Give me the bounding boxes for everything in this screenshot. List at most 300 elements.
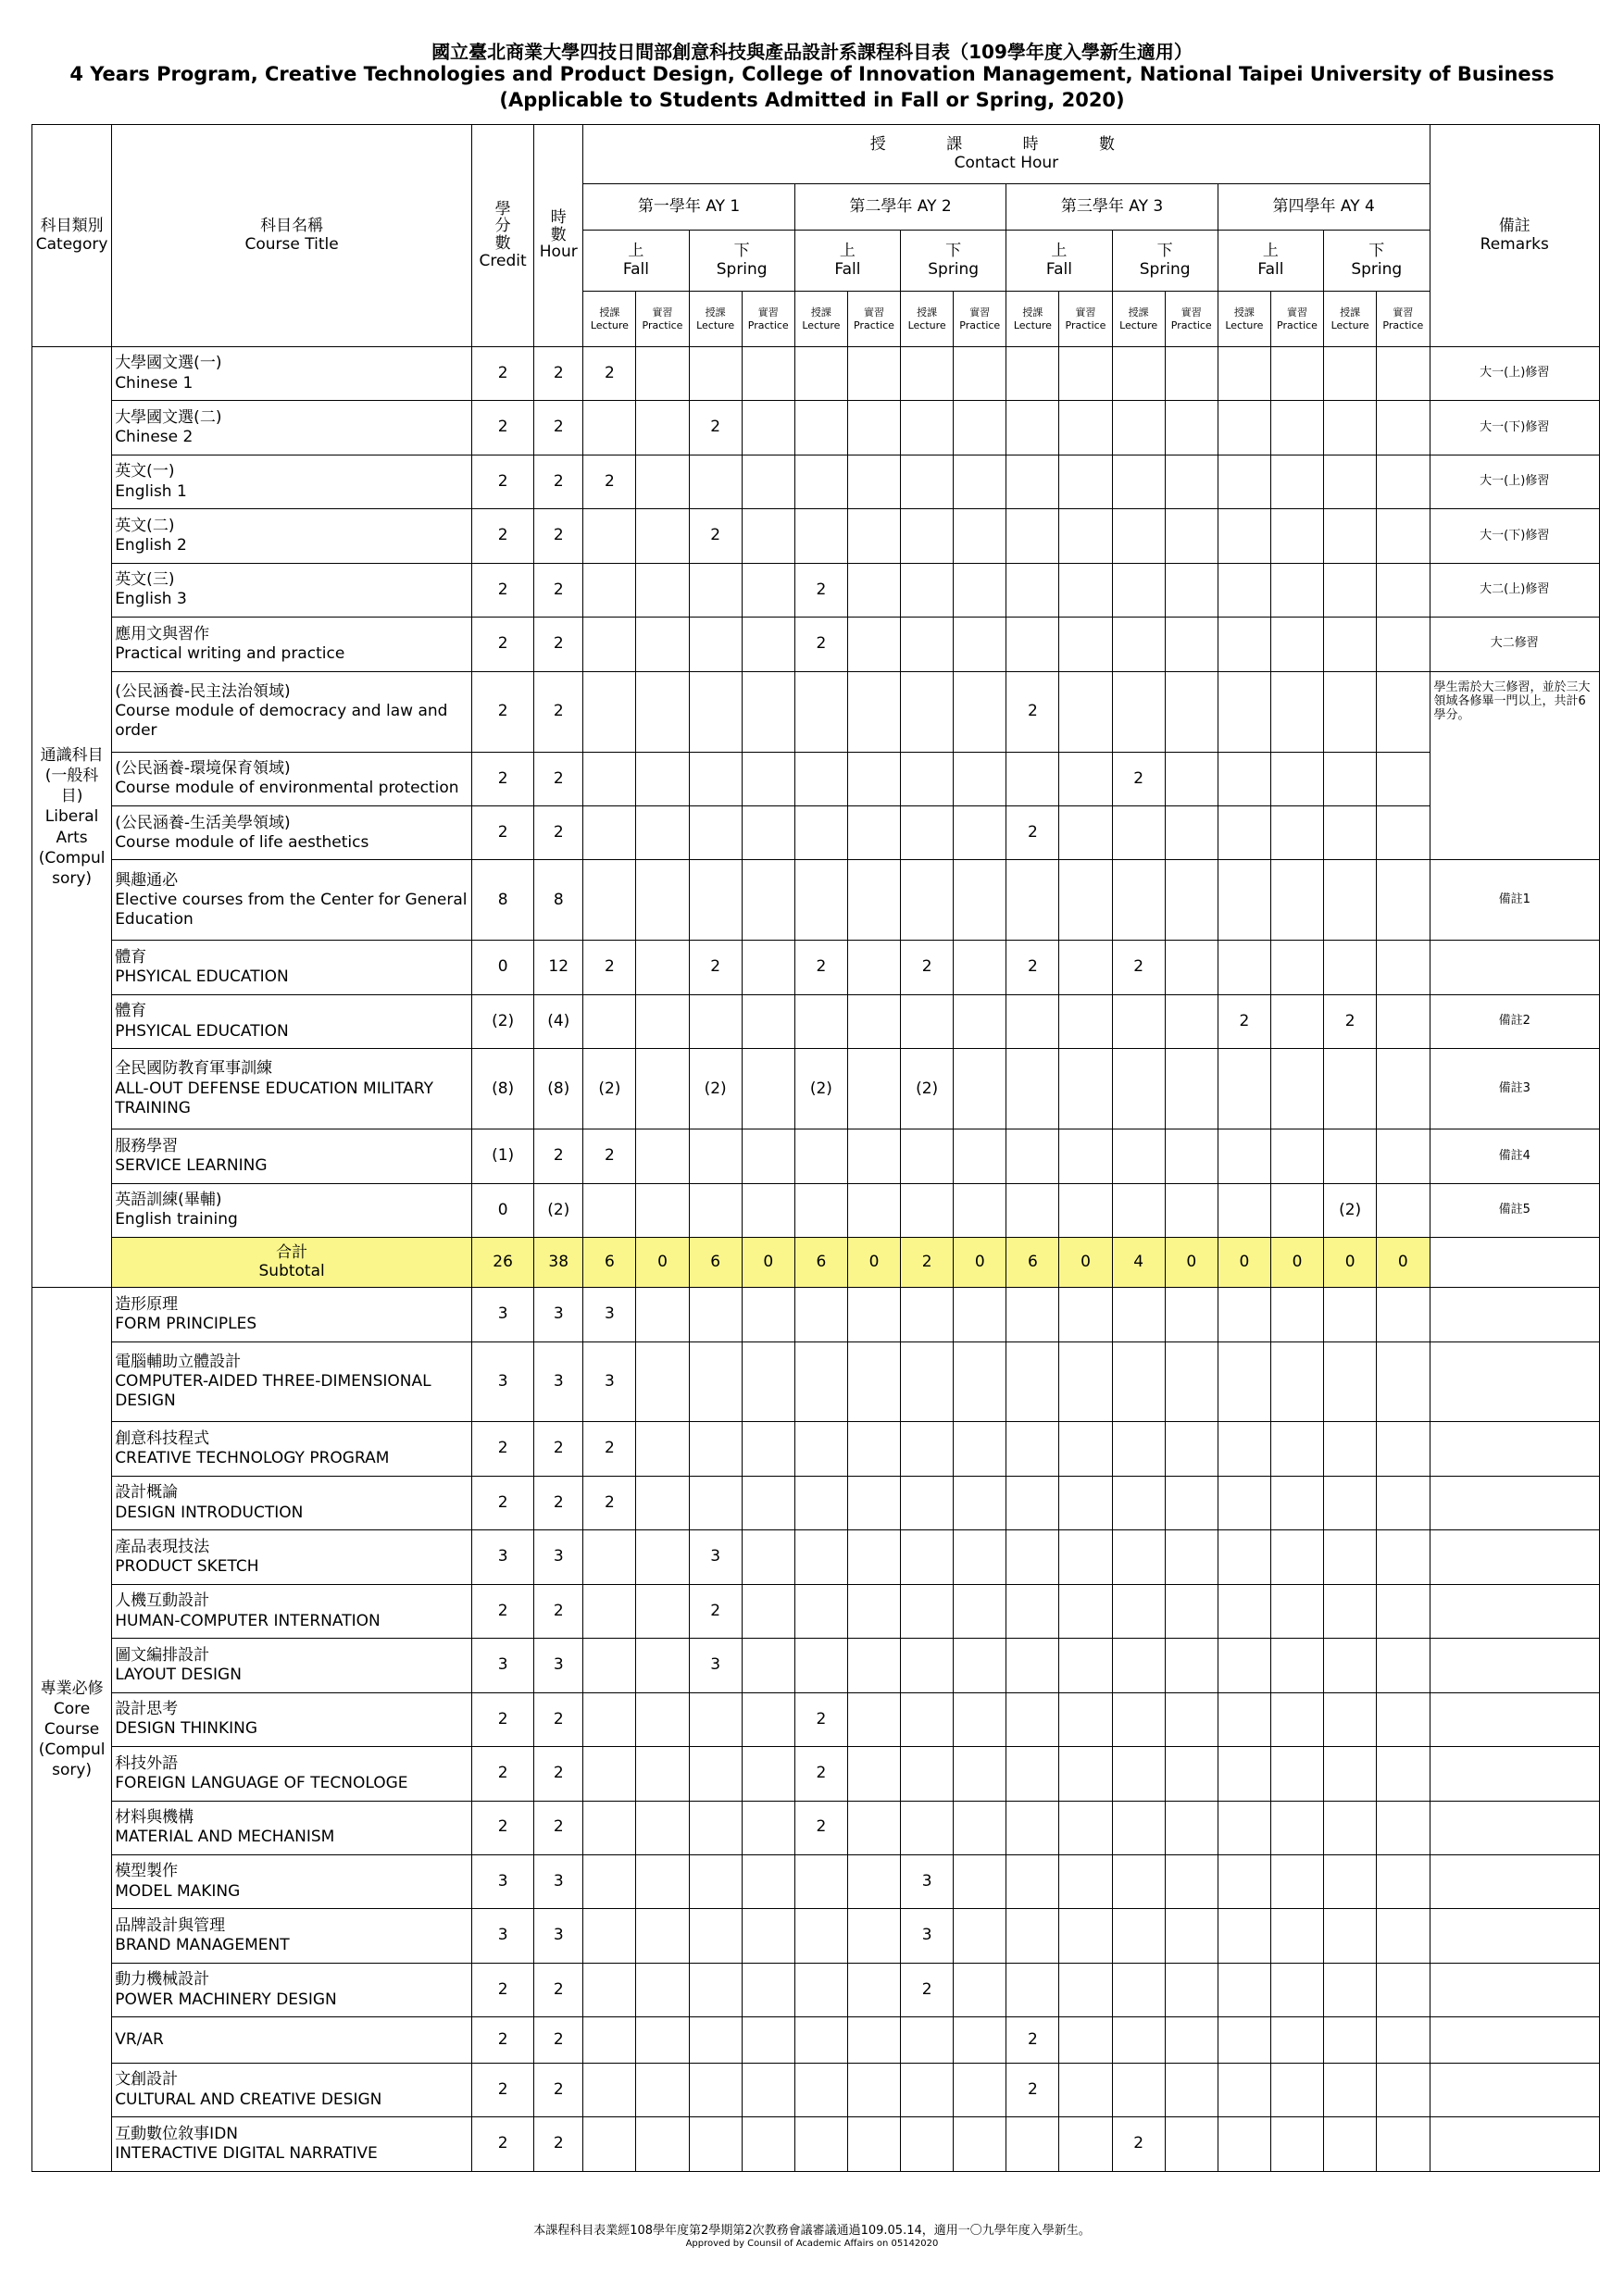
contact-hour-cell xyxy=(1270,994,1323,1048)
remark-cell: 大二(上)修習 xyxy=(1430,563,1599,617)
contact-hour-cell xyxy=(583,994,636,1048)
contact-hour-cell xyxy=(1006,1049,1059,1129)
contact-hour-cell xyxy=(689,618,742,671)
contact-hour-cell xyxy=(1165,752,1218,805)
subtotal-hour: 38 xyxy=(534,1238,583,1288)
hour-value: 2 xyxy=(534,1801,583,1854)
hour-value: 2 xyxy=(534,1963,583,2016)
contact-hour-cell xyxy=(1270,1692,1323,1746)
contact-hour-cell: 2 xyxy=(1112,752,1165,805)
contact-hour-cell xyxy=(1165,1476,1218,1529)
contact-hour-cell xyxy=(1377,1288,1430,1341)
subtotal-row xyxy=(32,1238,1600,1288)
hour-value: 2 xyxy=(534,347,583,401)
contact-hour-cell xyxy=(583,860,636,941)
contact-hour-cell xyxy=(1324,2117,1377,2172)
contact-hour-cell xyxy=(1377,563,1430,617)
contact-hour-cell xyxy=(1059,1692,1112,1746)
contact-hour-cell xyxy=(1324,1639,1377,1692)
contact-hour-cell xyxy=(636,1341,689,1422)
remark-cell: 大一(上)修習 xyxy=(1430,347,1599,401)
contact-hour-cell xyxy=(847,1963,900,2016)
hour-value: (2) xyxy=(534,1183,583,1237)
contact-hour-cell xyxy=(1377,941,1430,994)
hour-value: 3 xyxy=(534,1288,583,1341)
contact-hour-cell xyxy=(1218,1183,1270,1237)
contact-hour-cell: 2 xyxy=(583,455,636,508)
contact-hour-cell: 2 xyxy=(1006,2064,1059,2117)
contact-hour-cell: 2 xyxy=(1006,941,1059,994)
contact-hour-cell xyxy=(1006,1692,1059,1746)
hour-value: 2 xyxy=(534,806,583,860)
contact-hour-cell xyxy=(1165,994,1218,1048)
hour-value: 3 xyxy=(534,1639,583,1692)
contact-hour-cell xyxy=(901,671,954,752)
remark-cell xyxy=(1430,1639,1599,1692)
table-row xyxy=(32,1854,1600,1908)
contact-hour-cell xyxy=(1006,1909,1059,1963)
contact-hour-cell xyxy=(954,1422,1006,1476)
contact-hour-cell xyxy=(636,941,689,994)
contact-hour-cell xyxy=(954,347,1006,401)
contact-hour-cell xyxy=(1218,509,1270,563)
table-row xyxy=(32,1692,1600,1746)
credit-value: 2 xyxy=(472,671,534,752)
contact-hour-cell xyxy=(847,1183,900,1237)
contact-hour-cell xyxy=(1324,1288,1377,1341)
contact-hour-cell xyxy=(742,1909,794,1963)
contact-hour-cell xyxy=(1165,1341,1218,1422)
credit-value: 2 xyxy=(472,1801,534,1854)
contact-hour-cell xyxy=(1006,1854,1059,1908)
contact-hour-cell xyxy=(901,1422,954,1476)
contact-hour-cell xyxy=(1377,1963,1430,2016)
hour-value: 8 xyxy=(534,860,583,941)
contact-hour-cell xyxy=(1165,347,1218,401)
contact-hour-cell xyxy=(636,1129,689,1183)
remark-cell xyxy=(1430,1909,1599,1963)
contact-hour-cell xyxy=(1270,1801,1323,1854)
contact-hour-cell: 2 xyxy=(794,1692,847,1746)
contact-hour-cell xyxy=(1165,2064,1218,2117)
contact-hour-cell: 2 xyxy=(794,563,847,617)
contact-hour-cell: 2 xyxy=(689,401,742,455)
contact-hour-cell xyxy=(1059,455,1112,508)
contact-hour-cell xyxy=(1218,347,1270,401)
subtotal-hour-cell: 4 xyxy=(1112,1238,1165,1288)
contact-hour-cell xyxy=(847,1476,900,1529)
contact-hour-cell: 3 xyxy=(689,1639,742,1692)
title-applicable: (Applicable to Students Admitted in Fall or Spring, 2020) xyxy=(499,89,1125,111)
contact-hour-cell xyxy=(1218,806,1270,860)
contact-hour-cell xyxy=(794,1288,847,1341)
contact-hour-cell xyxy=(636,1639,689,1692)
contact-hour-cell xyxy=(794,401,847,455)
contact-hour-cell xyxy=(1377,1639,1430,1692)
credit-value: 3 xyxy=(472,1288,534,1341)
contact-hour-cell xyxy=(636,1584,689,1638)
credit-value: 2 xyxy=(472,1476,534,1529)
contact-hour-cell: 2 xyxy=(583,1129,636,1183)
contact-hour-cell xyxy=(636,1692,689,1746)
contact-hour-cell xyxy=(1112,1854,1165,1908)
course-title: (公民涵養-民主法治領域) Course module of democracy and law and order xyxy=(112,671,472,752)
lecture-header: 授課 Lecture xyxy=(794,292,847,347)
hour-value: 2 xyxy=(534,671,583,752)
contact-hour-cell xyxy=(1218,1692,1270,1746)
remark-civic-modules: 學生需於大三修習，並於三大領域各修畢一門以上，共計6學分。 xyxy=(1430,671,1599,860)
contact-hour-cell xyxy=(901,1692,954,1746)
subtotal-hour-cell: 0 xyxy=(1377,1238,1430,1288)
contact-hour-cell xyxy=(1218,1639,1270,1692)
term-spring-header: 下 Spring xyxy=(1324,231,1430,292)
contact-hour-cell xyxy=(1112,1129,1165,1183)
credit-value: 3 xyxy=(472,1639,534,1692)
credit-value: (2) xyxy=(472,994,534,1048)
table-row xyxy=(32,752,1600,805)
course-title: (公民涵養-環境保育領域) Course module of environmental protection xyxy=(112,752,472,805)
contact-hour-cell xyxy=(847,1049,900,1129)
footer-approval-zh: 本課程科目表業經108學年度第2學期第2次教務會議審議通過109.05.14，適用一〇九學年度入學新生。 xyxy=(533,2224,1091,2238)
lecture-header: 授課 Lecture xyxy=(689,292,742,347)
contact-hour-cell xyxy=(742,1476,794,1529)
contact-hour-cell xyxy=(794,671,847,752)
contact-hour-cell xyxy=(1059,509,1112,563)
hour-value: 2 xyxy=(534,509,583,563)
contact-hour-cell xyxy=(1059,1639,1112,1692)
contact-hour-cell xyxy=(1377,1584,1430,1638)
subtotal-hour-cell: 6 xyxy=(583,1238,636,1288)
contact-hour-cell xyxy=(1112,1341,1165,1422)
contact-hour-cell xyxy=(742,1530,794,1584)
contact-hour-cell xyxy=(847,401,900,455)
contact-hour-cell xyxy=(954,509,1006,563)
contact-hour-cell xyxy=(954,1747,1006,1801)
contact-hour-cell xyxy=(1112,994,1165,1048)
credit-value: 2 xyxy=(472,347,534,401)
remark-cell: 備註1 xyxy=(1430,860,1599,941)
table-row xyxy=(32,455,1600,508)
footer-approval-en: Approved by Counsil of Academic Affairs on 05142020 xyxy=(685,2239,939,2249)
contact-hour-cell xyxy=(583,1854,636,1908)
credit-value: 3 xyxy=(472,1341,534,1422)
contact-hour-cell xyxy=(1324,509,1377,563)
course-title: 服務學習 SERVICE LEARNING xyxy=(112,1129,472,1183)
contact-hour-cell xyxy=(1377,1747,1430,1801)
table-row xyxy=(32,2117,1600,2172)
contact-hour-cell xyxy=(1270,671,1323,752)
hour-value: 2 xyxy=(534,1692,583,1746)
contact-hour-cell xyxy=(1059,401,1112,455)
contact-hour-cell: 2 xyxy=(689,509,742,563)
contact-hour-cell xyxy=(794,2117,847,2172)
contact-hour-cell xyxy=(1324,1129,1377,1183)
contact-hour-cell xyxy=(1165,509,1218,563)
contact-hour-cell xyxy=(1324,941,1377,994)
course-title: 造形原理 FORM PRINCIPLES xyxy=(112,1288,472,1341)
remark-cell xyxy=(1430,2017,1599,2064)
contact-hour-cell xyxy=(1165,1801,1218,1854)
contact-hour-cell xyxy=(1270,1639,1323,1692)
contact-hour-cell xyxy=(1377,806,1430,860)
contact-hour-cell xyxy=(1059,671,1112,752)
contact-hour-cell xyxy=(794,1909,847,1963)
contact-hour-cell xyxy=(954,1692,1006,1746)
subtotal-hour-cell: 0 xyxy=(847,1238,900,1288)
contact-hour-cell xyxy=(1218,1476,1270,1529)
contact-hour-cell xyxy=(1270,806,1323,860)
contact-hour-cell xyxy=(847,2017,900,2064)
contact-hour-cell xyxy=(583,618,636,671)
contact-hour-cell xyxy=(1270,1288,1323,1341)
contact-hour-cell xyxy=(742,1692,794,1746)
contact-hour-cell xyxy=(1377,860,1430,941)
contact-hour-cell xyxy=(901,618,954,671)
contact-hour-cell xyxy=(1218,455,1270,508)
subtotal-hour-cell: 0 xyxy=(636,1238,689,1288)
contact-hour-cell xyxy=(1270,1476,1323,1529)
contact-hour-cell xyxy=(954,752,1006,805)
contact-hour-cell xyxy=(1006,1639,1059,1692)
course-title: 動力機械設計 POWER MACHINERY DESIGN xyxy=(112,1963,472,2016)
contact-hour-cell xyxy=(1218,1584,1270,1638)
contact-hour-cell xyxy=(1218,1801,1270,1854)
contact-hour-cell xyxy=(847,347,900,401)
contact-hour-cell xyxy=(1377,1422,1430,1476)
remark-cell xyxy=(1430,2117,1599,2172)
table-row xyxy=(32,1476,1600,1529)
contact-hour-cell xyxy=(742,1129,794,1183)
contact-hour-cell xyxy=(954,1530,1006,1584)
contact-hour-cell xyxy=(1112,1183,1165,1237)
contact-hour-cell xyxy=(636,618,689,671)
contact-hour-cell xyxy=(1270,563,1323,617)
contact-hour-cell xyxy=(1006,1801,1059,1854)
contact-hour-cell xyxy=(1324,1963,1377,2016)
hour-value: 2 xyxy=(534,455,583,508)
contact-hour-cell xyxy=(954,1288,1006,1341)
contact-hour-cell xyxy=(901,2064,954,2117)
contact-hour-cell xyxy=(1270,1854,1323,1908)
contact-hour-cell xyxy=(583,401,636,455)
contact-hour-cell xyxy=(742,347,794,401)
credit-value: 2 xyxy=(472,618,534,671)
contact-hour-cell xyxy=(689,671,742,752)
contact-hour-cell: 3 xyxy=(901,1909,954,1963)
course-title: 圖文編排設計 LAYOUT DESIGN xyxy=(112,1639,472,1692)
hour-value: 2 xyxy=(534,2117,583,2172)
contact-hour-cell: 2 xyxy=(1006,806,1059,860)
contact-hour-cell xyxy=(636,401,689,455)
contact-hour-cell: 2 xyxy=(583,347,636,401)
contact-hour-cell xyxy=(689,1963,742,2016)
contact-hour-cell xyxy=(1377,1049,1430,1129)
contact-hour-cell xyxy=(1112,860,1165,941)
contact-hour-cell xyxy=(901,509,954,563)
contact-hour-cell xyxy=(1324,618,1377,671)
contact-hour-cell xyxy=(901,1129,954,1183)
remarks-header: 備註 Remarks xyxy=(1430,125,1599,347)
contact-hour-cell xyxy=(1006,2117,1059,2172)
contact-hour-cell xyxy=(1218,1129,1270,1183)
contact-hour-cell xyxy=(742,671,794,752)
contact-hour-cell xyxy=(847,671,900,752)
table-row xyxy=(32,671,1600,752)
contact-hour-cell: (2) xyxy=(583,1049,636,1129)
contact-hour-cell xyxy=(1218,1341,1270,1422)
hour-value: 2 xyxy=(534,2064,583,2117)
remark-cell: 備註2 xyxy=(1430,994,1599,1048)
contact-hour-cell xyxy=(1270,455,1323,508)
contact-hour-cell xyxy=(1324,1801,1377,1854)
contact-hour-cell xyxy=(1218,941,1270,994)
category-header: 科目類別 Category xyxy=(32,125,112,347)
contact-hour-cell xyxy=(1059,2017,1112,2064)
contact-hour-cell xyxy=(1059,1584,1112,1638)
contact-hour-cell xyxy=(954,563,1006,617)
remark-cell xyxy=(1430,1692,1599,1746)
contact-hour-cell xyxy=(742,994,794,1048)
course-title: 人機互動設計 HUMAN-COMPUTER INTERNATION xyxy=(112,1584,472,1638)
table-row xyxy=(32,1422,1600,1476)
course-title: 模型製作 MODEL MAKING xyxy=(112,1854,472,1908)
remark-cell: 大一(下)修習 xyxy=(1430,401,1599,455)
contact-hour-cell xyxy=(1165,1584,1218,1638)
contact-hour-cell xyxy=(954,1341,1006,1422)
table-row xyxy=(32,806,1600,860)
course-title: 體育 PHSYICAL EDUCATION xyxy=(112,994,472,1048)
contact-hour-cell xyxy=(1165,860,1218,941)
contact-hour-cell xyxy=(1006,1530,1059,1584)
contact-hour-cell xyxy=(1377,2117,1430,2172)
contact-hour-cell xyxy=(1165,1854,1218,1908)
contact-hour-cell xyxy=(847,1747,900,1801)
contact-hour-cell xyxy=(636,806,689,860)
contact-hour-cell xyxy=(901,1639,954,1692)
contact-hour-cell xyxy=(1218,2017,1270,2064)
course-title: 全民國防教育軍事訓練 ALL-OUT DEFENSE EDUCATION MILITARY TRAINING xyxy=(112,1049,472,1129)
contact-hour-cell: 2 xyxy=(583,1476,636,1529)
contact-hour-cell xyxy=(1324,455,1377,508)
contact-hour-cell xyxy=(1112,401,1165,455)
contact-hour-cell: 3 xyxy=(583,1288,636,1341)
contact-hour-cell xyxy=(1218,671,1270,752)
contact-hour-cell xyxy=(742,941,794,994)
contact-hour-cell xyxy=(1377,347,1430,401)
contact-hour-cell xyxy=(954,1639,1006,1692)
practice-header: 實習 Practice xyxy=(954,292,1006,347)
course-title: 體育 PHSYICAL EDUCATION xyxy=(112,941,472,994)
contact-hour-cell xyxy=(1112,1692,1165,1746)
contact-hour-cell xyxy=(794,2064,847,2117)
course-title: 材料與機構 MATERIAL AND MECHANISM xyxy=(112,1801,472,1854)
contact-hour-cell xyxy=(636,2117,689,2172)
contact-hour-cell xyxy=(847,994,900,1048)
practice-header: 實習 Practice xyxy=(1165,292,1218,347)
contact-hour-cell xyxy=(847,1530,900,1584)
contact-hour-cell xyxy=(794,860,847,941)
contact-hour-cell xyxy=(847,455,900,508)
contact-hour-cell: 2 xyxy=(583,941,636,994)
credit-value: (1) xyxy=(472,1129,534,1183)
contact-hour-cell xyxy=(1112,455,1165,508)
contact-hour-cell xyxy=(689,860,742,941)
contact-hour-cell xyxy=(1377,2017,1430,2064)
contact-hour-cell xyxy=(901,1341,954,1422)
contact-hour-cell xyxy=(1006,1341,1059,1422)
year-3-header: 第三學年 AY 3 xyxy=(1006,184,1218,231)
remark-cell xyxy=(1430,1530,1599,1584)
contact-hour-cell xyxy=(1165,1963,1218,2016)
contact-hour-cell xyxy=(1112,1476,1165,1529)
contact-hour-cell xyxy=(847,1422,900,1476)
contact-hour-cell xyxy=(636,1183,689,1237)
contact-hour-cell xyxy=(1006,1963,1059,2016)
contact-hour-cell xyxy=(901,1747,954,1801)
term-fall-header: 上 Fall xyxy=(1218,231,1323,292)
hour-value: 2 xyxy=(534,1422,583,1476)
contact-hour-cell xyxy=(1270,1049,1323,1129)
contact-hour-cell xyxy=(1270,752,1323,805)
contact-hour-cell: 2 xyxy=(794,1747,847,1801)
contact-hour-cell: 2 xyxy=(1218,994,1270,1048)
remark-cell: 大二修習 xyxy=(1430,618,1599,671)
contact-hour-cell xyxy=(583,1584,636,1638)
contact-hour-cell xyxy=(1165,1747,1218,1801)
contact-hour-cell xyxy=(742,1183,794,1237)
contact-hour-cell xyxy=(1165,1288,1218,1341)
table-row xyxy=(32,1801,1600,1854)
credit-value: 2 xyxy=(472,1584,534,1638)
contact-hour-cell xyxy=(636,1476,689,1529)
contact-hour-cell xyxy=(1270,1341,1323,1422)
contact-hour-cell xyxy=(1270,618,1323,671)
contact-hour-cell xyxy=(794,1584,847,1638)
contact-hour-cell xyxy=(901,752,954,805)
table-row xyxy=(32,2064,1600,2117)
contact-hour-cell xyxy=(794,1854,847,1908)
contact-hour-cell xyxy=(1112,1963,1165,2016)
contact-hour-cell xyxy=(901,1584,954,1638)
contact-hour-cell xyxy=(1112,1909,1165,1963)
subtotal-credit: 26 xyxy=(472,1238,534,1288)
contact-hour-cell xyxy=(1324,1854,1377,1908)
category-liberal-arts: 通識科目 (一般科 目) Liberal Arts (Compul sory) xyxy=(32,347,112,1288)
term-fall-header: 上 Fall xyxy=(794,231,900,292)
contact-hour-cell xyxy=(636,1854,689,1908)
practice-header: 實習 Practice xyxy=(1270,292,1323,347)
credit-value: 2 xyxy=(472,1692,534,1746)
hour-value: (8) xyxy=(534,1049,583,1129)
contact-hour-cell xyxy=(1112,1422,1165,1476)
course-title: 設計思考 DESIGN THINKING xyxy=(112,1692,472,1746)
contact-hour-cell xyxy=(954,1801,1006,1854)
contact-hour-cell xyxy=(1270,1747,1323,1801)
contact-hour-cell xyxy=(583,1183,636,1237)
contact-hour-cell xyxy=(1059,1476,1112,1529)
contact-hour-cell xyxy=(1006,563,1059,617)
credit-value: 2 xyxy=(472,509,534,563)
contact-hour-cell xyxy=(1218,860,1270,941)
contact-hour-cell xyxy=(1112,1049,1165,1129)
contact-hour-cell xyxy=(1059,860,1112,941)
remark-cell xyxy=(1430,1476,1599,1529)
contact-hour-cell xyxy=(1006,347,1059,401)
contact-hour-cell xyxy=(1218,618,1270,671)
contact-hour-cell xyxy=(1006,1288,1059,1341)
contact-hour-cell xyxy=(1006,509,1059,563)
contact-hour-cell xyxy=(794,1530,847,1584)
